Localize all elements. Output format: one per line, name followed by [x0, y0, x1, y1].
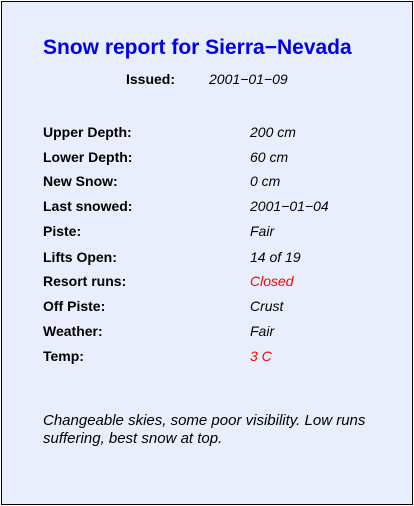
row-value: Crust: [250, 298, 284, 314]
report-row-lower-depth: [2, 149, 412, 171]
report-title: Snow report for Sierra−Nevada: [43, 36, 352, 59]
report-row-off-piste: [2, 298, 412, 320]
row-value: 60 cm: [250, 149, 289, 165]
row-label: Resort runs:: [43, 273, 127, 289]
snow-report-card: [1, 1, 413, 505]
row-label: New Snow:: [43, 173, 118, 189]
row-value: 14 of 19: [250, 249, 301, 265]
conditions-note: Changeable skies, some poor visibility. Low runs suffering, best snow at top.: [43, 412, 366, 447]
row-label: Temp:: [43, 348, 84, 364]
row-value: Fair: [250, 223, 275, 239]
row-value: Closed: [250, 273, 294, 289]
row-value: 200 cm: [250, 124, 296, 140]
row-value: 0 cm: [250, 173, 281, 189]
row-label: Piste:: [43, 223, 82, 239]
row-label: Off Piste:: [43, 298, 106, 314]
row-label: Lifts Open:: [43, 249, 117, 265]
row-value: Fair: [250, 323, 275, 339]
issued-date: 2001−01−09: [209, 71, 288, 87]
row-label: Lower Depth:: [43, 149, 133, 165]
report-row-last-snowed: [2, 198, 412, 220]
row-value: 3 C: [250, 348, 272, 364]
report-row-weather: [2, 323, 412, 345]
report-row-lifts-open: [2, 249, 412, 271]
report-row-resort-runs: [2, 273, 412, 295]
report-row-piste: [2, 223, 412, 245]
row-label: Last snowed:: [43, 198, 133, 214]
row-value: 2001−01−04: [250, 198, 329, 214]
issued-label: Issued:: [126, 71, 176, 87]
row-label: Upper Depth:: [43, 124, 132, 140]
report-row-upper-depth: [2, 124, 412, 146]
row-label: Weather:: [43, 323, 103, 339]
report-row-new-snow: [2, 173, 412, 195]
report-row-temp: [2, 348, 412, 370]
